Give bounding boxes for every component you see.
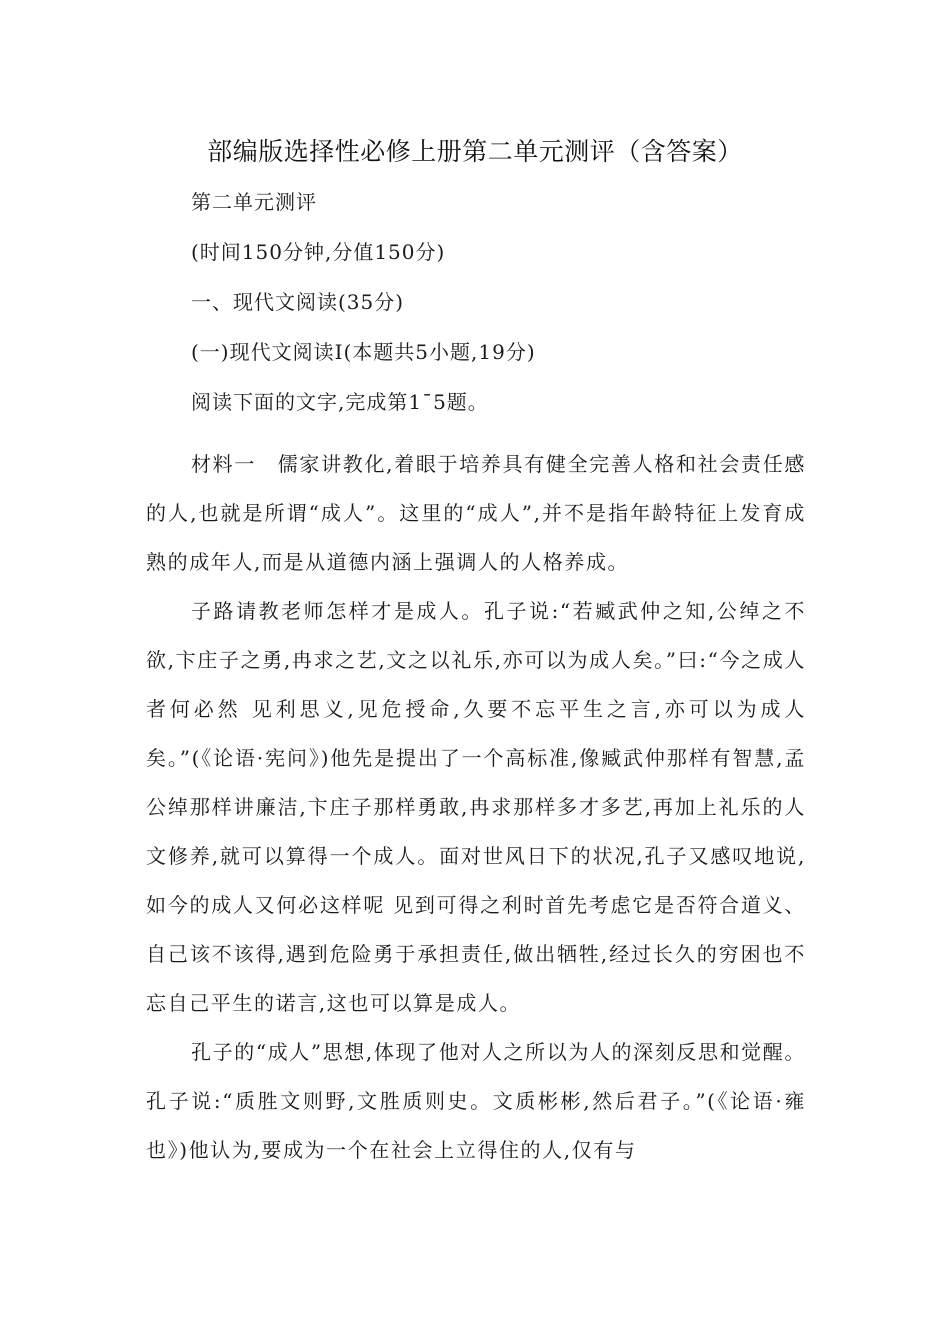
paragraph: 子路请教老师怎样才是成人。孔子说:“若臧武仲之知,公绰之不欲,卞庄子之勇,冉求之艺,文之以礼乐,亦可以为成人矣。”曰:“今之成人者何必然 见利思义,见危授命,久要不忘平生之言,亦可以为成人矣。”(《论语·宪问》)他先是提出了一个高标准,像臧武仲那样有智慧,孟公绰那样讲廉洁,卞庄子那样勇敢,冉求那样多才多艺,再加上礼乐的人文修养,就可以算得一个成人。面对世风日下的状况,孔子又感叹地说,如今的成人又何必这样呢 见到可得之利时首先考虑它是否符合道义、自己该不该得,遇到危险勇于承担责任,做出牺牲,经过长久的穷困也不忘自己平生的诺言,这也可以算是成人。 [146, 599, 806, 1015]
paragraph: 材料一 儒家讲教化,着眼于培养具有健全完善人格和社会责任感的人,也就是所谓“成人”。这里的“成人”,并不是指年龄特征上发育成熟的成年人,而是从道德内涵上强调人的人格养成。 [146, 452, 806, 574]
instruction-line: 阅读下面的文字,完成第1¯5题。 [191, 390, 489, 414]
subsection-heading: (一)现代文阅读Ⅰ(本题共5小题,19分) [191, 340, 536, 364]
document-title: 部编版选择性必修上册第二单元测评（含答案） [207, 137, 743, 166]
document-body [146, 180, 806, 1175]
unit-heading: 第二单元测评 [191, 190, 317, 214]
section-heading: 一、现代文阅读(35分) [191, 290, 405, 314]
paragraph: 孔子的“成人”思想,体现了他对人之所以为人的深刻反思和觉醒。孔子说:“质胜文则野,文胜质则史。文质彬彬,然后君子。”(《论语·雍也》)他认为,要成为一个在社会上立得住的人,仅有与 [146, 1040, 806, 1162]
spacer [146, 430, 806, 440]
time-score-line: (时间150分钟,分值150分) [191, 240, 446, 264]
